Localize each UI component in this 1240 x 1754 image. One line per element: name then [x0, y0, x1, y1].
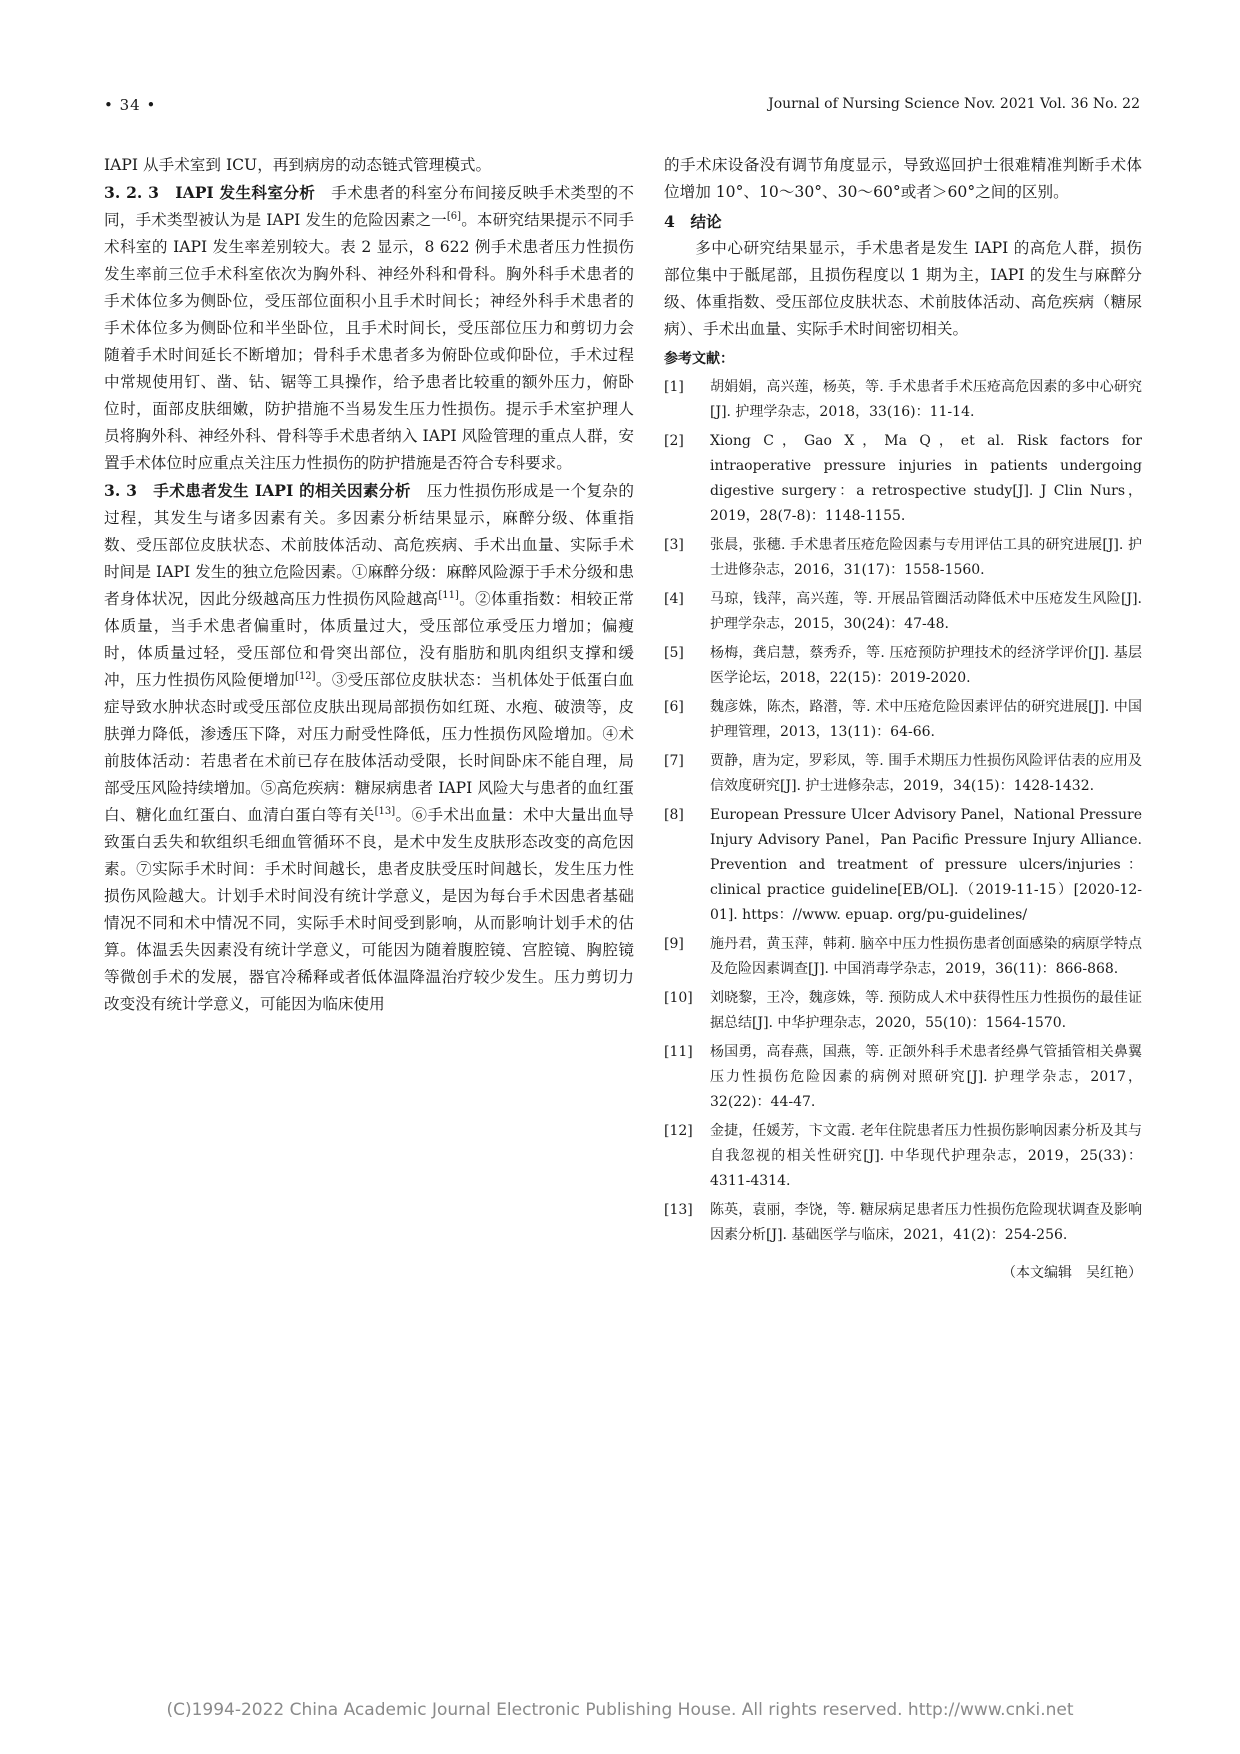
reference-text: 杨梅，龚启慧，蔡秀乔，等. 压疮预防护理技术的经济学评价[J]. 基层医学论坛，2018，22(15)：2019-2020. — [710, 645, 1142, 686]
section-text: 手术患者的科室分布间接反映手术类型的不同，手术类型被认为是 IAPI 发生的危险因素之一 — [104, 184, 634, 229]
reference-number: [8] — [664, 807, 684, 823]
conclusion-paragraph: 多中心研究结果显示，手术患者是发生 IAPI 的高危人群，损伤部位集中于骶尾部，且损伤程度以 1 期为主，IAPI 的发生与麻醉分级、体重指数、受压部位皮肤状态、术前肢体活动、高危疾病（糖尿病）、手术出血量、实际手术时间密切相关。 — [664, 239, 1142, 338]
section-text: 。本研究结果提示不同手术科室的 IAPI 发生率差别较大。表 2 显示，8 622 例手术患者压力性损伤发生率前三位手术科室依次为胸外科、神经外科和骨科。胸外科手术患者的手术体位多为侧卧位，受压部位面积小且手术时间长；神经外科手术患者的手术体位多为侧卧位和半坐卧位，且手术时间长，受压部位压力和剪切力会随着手术时间延长不断增加；骨科手术患者多为俯卧位或仰卧位，手术过程中常规使用钉、凿、钻、锯等工具操作，给予患者比较重的额外压力，俯卧位时，面部皮肤细嫩，防护措施不当易发生压力性损伤。提示手术室护理人员将胸外科、神经外科、骨科等手术患者纳入 IAPI 风险管理的重点人群，安置手术体位时应重点关注压力性损伤的防护措施是否符合专科要求。 — [104, 211, 634, 472]
reference-text: 刘晓黎，王冷，魏彦姝，等. 预防成人术中获得性压力性损伤的最佳证据总结[J]. 中华护理杂志，2020，55(10)：1564-1570. — [710, 990, 1142, 1031]
section-text: 压力性损伤形成是一个复杂的过程，其发生与诸多因素有关。多因素分析结果显示，麻醉分级、体重指数、受压部位皮肤状态、术前肢体活动、高危疾病、手术出血量、实际手术时间是 IAPI 发生的独立危险因素。①麻醉分级：麻醉风险源于手术分级和患者身体状况，因此分级越高压力性损伤风险越高 — [104, 482, 634, 608]
running-header: Journal of Nursing Science Nov. 2021 Vol. 36 No. 22 — [768, 96, 1140, 112]
reference-number: [13] — [664, 1202, 693, 1218]
section-3-2-3 — [104, 179, 634, 477]
reference-item — [664, 1198, 1142, 1248]
reference-item — [664, 749, 1142, 799]
reference-number: [10] — [664, 990, 693, 1006]
reference-text: 陈英，袁丽，李饶，等. 糖尿病足患者压力性损伤危险现状调查及影响因素分析[J]. 基础医学与临床，2021，41(2)：254-256. — [710, 1202, 1142, 1243]
reference-number: [4] — [664, 591, 684, 607]
reference-text: 杨国勇，高春燕，国燕，等. 正颌外科手术患者经鼻气管插管相关鼻翼压力性损伤危险因素的病例对照研究[J]. 护理学杂志，2017，32(22)：44-47. — [710, 1044, 1142, 1110]
reference-text: 魏彦姝，陈杰，路潜，等. 术中压疮危险因素评估的研究进展[J]. 中国护理管理，2013，13(11)：64-66. — [710, 699, 1142, 740]
reference-number: [12] — [664, 1123, 693, 1139]
reference-number: [1] — [664, 379, 684, 395]
reference-item — [664, 533, 1142, 583]
section-text: 。②体重指数：相较正常体质量，当手术患者偏重时，体质量过大，受压部位承受压力增加；偏瘦时，体质量过轻，受压部位和骨突出部位，没有脂肪和肌肉组织支撑和缓冲，压力性损伤风险便增加 — [104, 590, 634, 689]
reference-item — [664, 1119, 1142, 1194]
reference-number: [6] — [664, 699, 684, 715]
paragraph-continuation: IAPI 从手术室到 ICU，再到病房的动态链式管理模式。 — [104, 156, 492, 174]
reference-text: 胡娟娟，高兴莲，杨英，等. 手术患者手术压疮高危因素的多中心研究[J]. 护理学杂志，2018，33(16)：11-14. — [710, 379, 1142, 420]
references-title: 参考文献： — [664, 351, 734, 367]
reference-item — [664, 587, 1142, 637]
reference-text: Xiong C，Gao X，Ma Q，et al. Risk factors for intraoperative pressure injuries in patients undergoing digestive surgery：a retrospective study[J]. J Clin Nurs，2019，28(7-8)：1148-1155. — [710, 433, 1142, 524]
reference-item — [664, 986, 1142, 1036]
reference-list — [664, 375, 1142, 1248]
section-3-3 — [104, 477, 634, 1018]
paragraph-continuation: 的手术床设备没有调节角度显示，导致巡回护士很难精准判断手术体位增加 10°、10～30°、30～60°或者＞60°之间的区别。 — [664, 156, 1142, 201]
reference-item — [664, 695, 1142, 745]
reference-item — [664, 932, 1142, 982]
reference-text[interactable]: European Pressure Ulcer Advisory Panel，National Pressure Injury Advisory Panel，Pan Pacific Pressure Injury Alliance. Prevention and treatment of pressure ulcers/injuries：clinical practice guideline[EB/OL].（2019-11-15）[2020-12-01]. https：//www. epuap. org/pu-guidelines/ — [710, 807, 1142, 923]
reference-text: 张晨，张穗. 手术患者压疮危险因素与专用评估工具的研究进展[J]. 护士进修杂志，2016，31(17)：1558-1560. — [710, 537, 1142, 578]
page-number: • 34 • — [104, 96, 157, 114]
right-column — [664, 152, 1142, 1287]
editor-credit: （本文编辑 吴红艳） — [1002, 1265, 1142, 1281]
reference-number: [9] — [664, 936, 684, 952]
section-text: 。⑥手术出血量：术中大量出血导致蛋白丢失和软组织毛细血管循环不良，是术中发生皮肤形态改变的高危因素。⑦实际手术时间：手术时间越长，患者皮肤受压时间越长，发生压力性损伤风险越大。计划手术时间没有统计学意义，是因为每台手术因患者基础情况不同和术中情况不同，实际手术时间受到影响，从而影响计划手术的估算。体温丢失因素没有统计学意义，可能因为随着腹腔镜、宫腔镜、胸腔镜等微创手术的发展，器官冷稀释或者低体温降温治疗较少发生。压力剪切力改变没有统计学意义，可能因为临床使用 — [104, 806, 634, 1013]
citation[interactable]: [6] — [446, 210, 462, 222]
reference-number: [5] — [664, 645, 684, 661]
section-heading: 3. 3 手术患者发生 IAPI 的相关因素分析 — [104, 481, 411, 500]
citation[interactable]: [13] — [374, 805, 396, 817]
section-4-heading: 4 结论 — [664, 212, 722, 231]
reference-number: [11] — [664, 1044, 693, 1060]
left-column — [104, 152, 634, 1018]
section-heading: 3. 2. 3 IAPI 发生科室分析 — [104, 183, 316, 202]
reference-item — [664, 375, 1142, 425]
copyright-footer: (C)1994-2022 China Academic Journal Electronic Publishing House. All rights reserved. http://www.cnki.net — [166, 1700, 1074, 1720]
reference-number: [2] — [664, 433, 684, 449]
reference-text: 贾静，唐为定，罗彩凤，等. 围手术期压力性损伤风险评估表的应用及信效度研究[J]. 护士进修杂志，2019，34(15)：1428-1432. — [710, 753, 1142, 794]
reference-text: 马琼，钱萍，高兴莲，等. 开展品管圈活动降低术中压疮发生风险[J]. 护理学杂志，2015，30(24)：47-48. — [710, 591, 1142, 632]
section-text: 。③受压部位皮肤状态：当机体处于低蛋白血症导致水肿状态时或受压部位皮肤出现局部损伤如红斑、水疱、破溃等，皮肤弹力降低，渗透压下降，对压力耐受性降低，压力性损伤风险增加。④术前肢体活动：若患者在术前已存在肢体活动受限，长时间卧床不能自理，局部受压风险持续增加。⑤高危疾病：糖尿病患者 IAPI 风险大与患者的血红蛋白、糖化血红蛋白、血清白蛋白等有关 — [104, 671, 634, 824]
reference-item — [664, 1040, 1142, 1115]
reference-text: 金捷，任媛芳，卞文霞. 老年住院患者压力性损伤影响因素分析及其与自我忽视的相关性研究[J]. 中华现代护理杂志，2019，25(33)：4311-4314. — [710, 1123, 1142, 1189]
reference-item — [664, 641, 1142, 691]
citation[interactable]: [12] — [295, 670, 316, 682]
reference-number: [7] — [664, 753, 684, 769]
reference-item — [664, 803, 1142, 928]
reference-item — [664, 429, 1142, 529]
reference-text: 施丹君，黄玉萍，韩莉. 脑卒中压力性损伤患者创面感染的病原学特点及危险因素调查[J]. 中国消毒学杂志，2019，36(11)：866-868. — [710, 936, 1142, 977]
citation[interactable]: [11] — [438, 589, 459, 601]
reference-number: [3] — [664, 537, 684, 553]
